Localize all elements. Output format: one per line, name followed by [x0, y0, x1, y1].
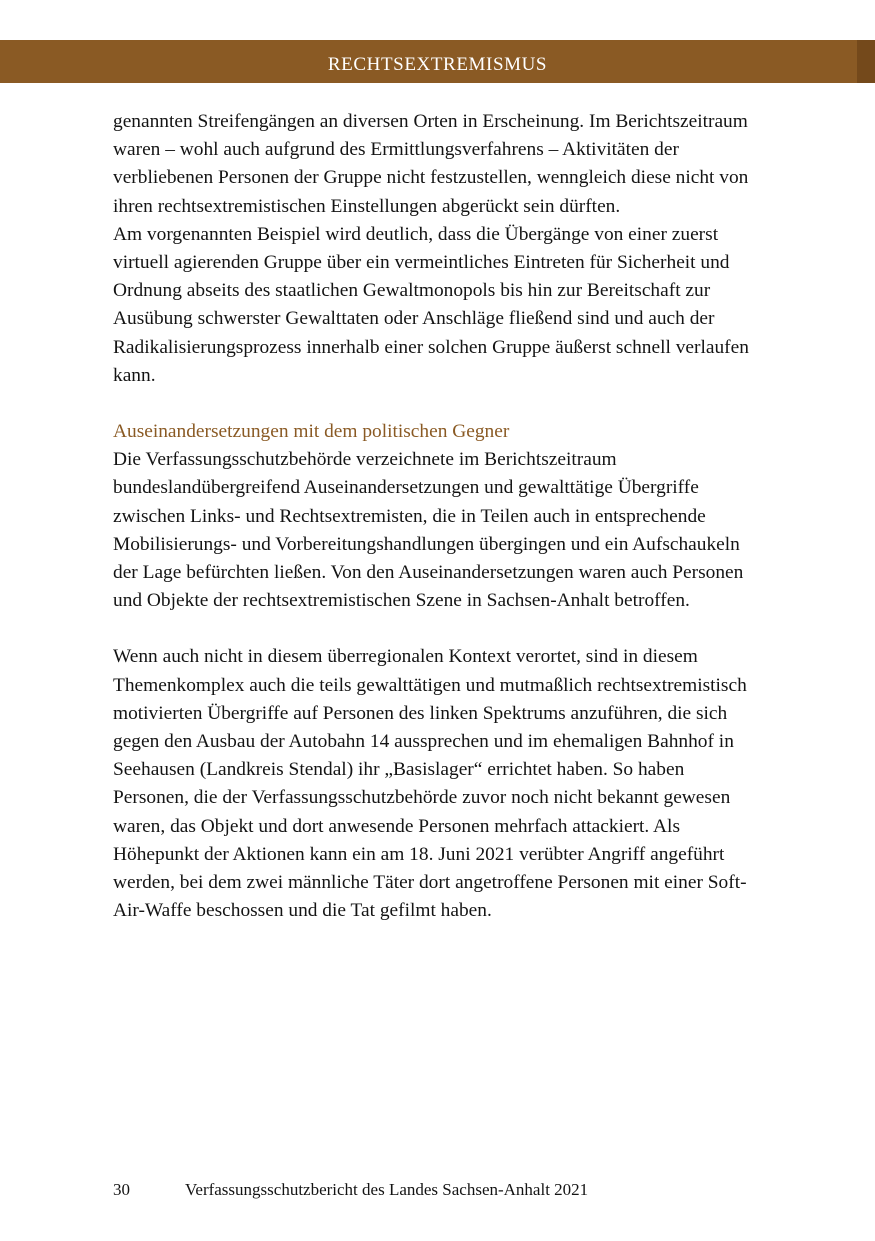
- section-spacer-2: [113, 615, 763, 643]
- body-paragraph-4: Wenn auch nicht in diesem überregionalen Kontext verortet, sind in diesem Themenkomplex auch die teils gewalttätigen und mutmaßlich rechtsextremistisch motivierten Übergriffe auf Personen des linken Spektrums anzuführen, die sich gegen den Ausbau der Autobahn 14 aussprechen und im ehemaligen Bahnhof in Seehausen (Landkreis Stendal) ihr „Basislager“ errichtet haben. So haben Personen, die der Verfassungsschutzbehörde zuvor noch nicht bekannt gewesen waren, das Objekt und dort anwesende Personen mehrfach attackiert. Als Höhepunkt der Aktionen kann ein am 18. Juni 2021 verübter Angriff angeführt werden, bei dem zwei männliche Täter dort angetroffene Personen mit einer Soft-Air-Waffe beschossen und die Tat gefilmt haben.: [113, 646, 747, 922]
- page-header-band: [0, 40, 875, 83]
- page-content: [113, 108, 763, 925]
- section-subheading: Auseinandersetzungen mit dem politischen Gegner: [113, 421, 510, 443]
- header-right-edge: [857, 40, 875, 83]
- body-paragraph-1: genannten Streifengängen an diversen Orten in Erscheinung. Im Berichtszeitraum waren – wohl auch aufgrund des Ermittlungsverfahrens – Aktivitäten der verbliebenen Personen der Gruppe nicht festzustellen, wenngleich diese nicht von ihren rechtsextremistischen Einstellungen abgerückt sein dürften.: [113, 111, 749, 217]
- body-paragraph-2: Am vorgenannten Beispiel wird deutlich, dass die Übergänge von einer zuerst virtuell agierenden Gruppe über ein vermeintliches Eintreten für Sicherheit und Ordnung abseits des staatlichen Gewaltmonopols bis hin zur Bereitschaft zur Ausübung schwerster Gewalttaten oder Anschläge fließend sind und auch der Radikalisierungsprozess innerhalb einer solchen Gruppe äußerst schnell verlaufen kann.: [113, 223, 749, 386]
- footer-page-number: 30: [113, 1180, 130, 1199]
- page-header-title: rechtsextremismus: [327, 46, 548, 76]
- page-footer: [113, 1180, 793, 1200]
- section-spacer-1: [113, 390, 763, 418]
- footer-publication-title: Verfassungsschutzbericht des Landes Sachsen-Anhalt 2021: [185, 1180, 589, 1199]
- body-paragraph-3: Die Verfassungsschutzbehörde verzeichnete im Berichtszeitraum bundeslandübergreifend Auseinandersetzungen und gewalttätige Übergriffe zwischen Links- und Rechtsextremisten, die in Teilen auch in entsprechende Mobilisierungs- und Vorbereitungshandlungen übergingen und ein Aufschaukeln der Lage befürchten ließen. Von den Auseinandersetzungen waren auch Personen und Objekte der rechtsextremistischen Szene in Sachsen-Anhalt betroffen.: [113, 449, 744, 612]
